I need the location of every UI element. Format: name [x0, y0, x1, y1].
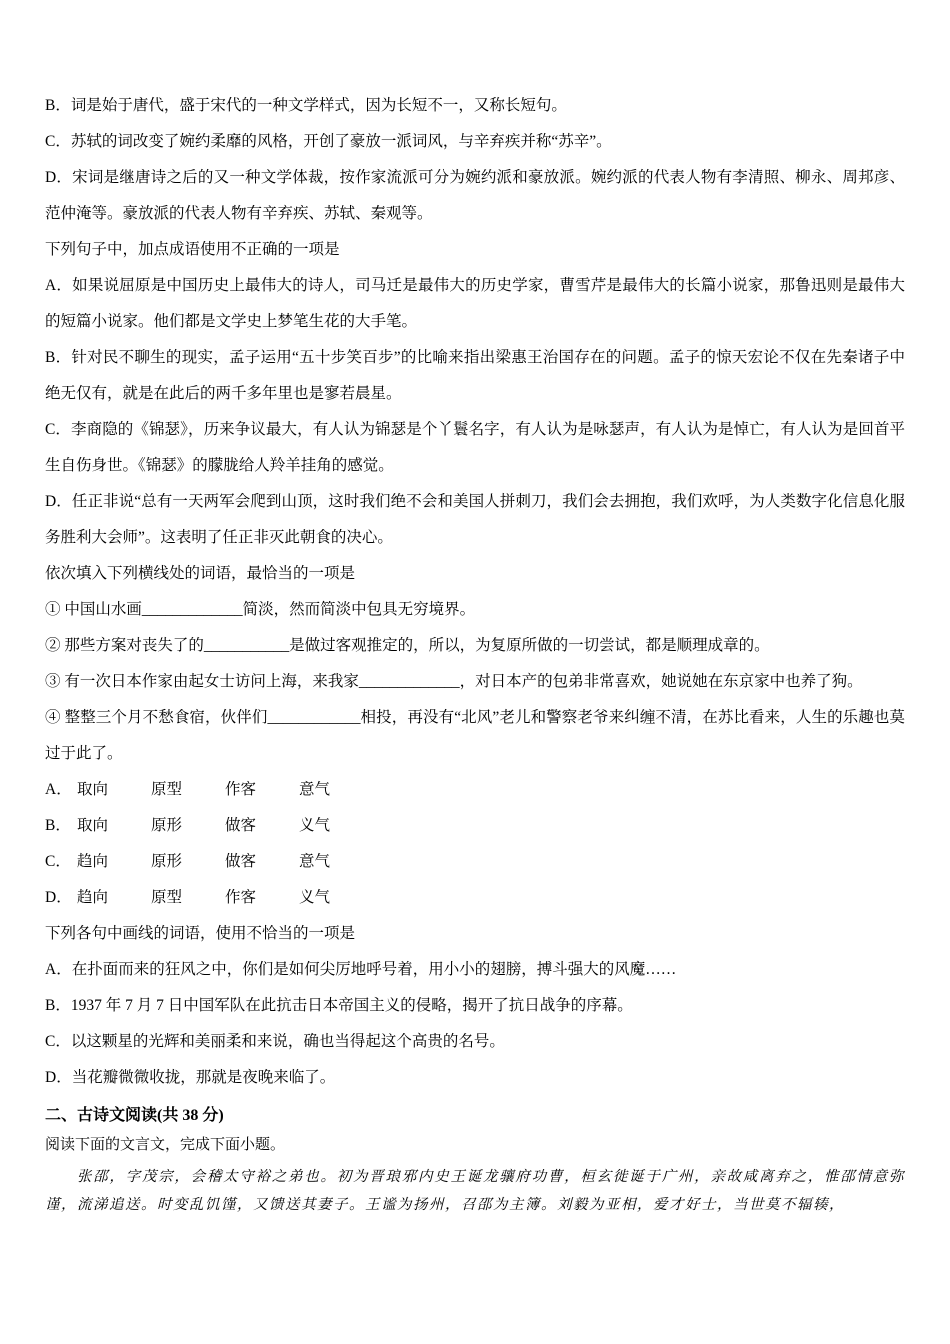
instruction-line: 阅读下面的文言文，完成下面小题。: [45, 1137, 286, 1153]
word-choice: 做客: [225, 817, 257, 834]
word-choice: 意气: [299, 781, 331, 798]
word-choice: 义气: [299, 817, 331, 834]
word-choice: 原形: [151, 817, 183, 834]
word-choice: 义气: [299, 889, 331, 906]
word-choice-row: [45, 808, 905, 844]
question-stem: 下列句子中，加点成语使用不正确的一项是: [45, 241, 340, 258]
word-choice: 原型: [151, 781, 183, 798]
word-choice: 原形: [151, 853, 183, 870]
option-line: C．苏轼的词改变了婉约柔靡的风格，开创了豪放一派词风，与辛弃疾并称“苏辛”。: [45, 133, 612, 150]
option-line: B．词是始于唐代，盛于宋代的一种文学样式，因为长短不一，又称长短句。: [45, 97, 567, 114]
word-choice: 原型: [151, 889, 183, 906]
option-letter: A．: [45, 781, 72, 798]
option-line: D．任正非说“总有一天两军会爬到山顶，这时我们绝不会和美国人拼刺刀，我们会去拥抱，我们欢呼，为人类数字化信息化服务胜利大会师”。这表明了任正非灭此朝食的决心。: [45, 493, 905, 546]
option-line: B．1937 年 7 月 7 日中国军队在此抗击日本帝国主义的侵略，揭开了抗日战争的序幕。: [45, 997, 633, 1014]
word-choice: 意气: [299, 853, 331, 870]
word-choice-row: [45, 772, 905, 808]
word-choice: 取向: [77, 817, 109, 834]
option-letter: D．: [45, 889, 72, 906]
option-line: ④ 整整三个月不愁食宿，伙伴们____________相投，再没有“北风”老儿和警察老爷来纠缠不清，在苏比看来，人生的乐趣也莫过于此了。: [45, 709, 905, 762]
option-line: D．当花瓣微微收拢，那就是夜晚来临了。: [45, 1069, 336, 1086]
option-line: ② 那些方案对丧失了的___________是做过客观推定的，所以，为复原所做的一切尝试，都是顺理成章的。: [45, 637, 770, 654]
question-stem: 下列各句中画线的词语，使用不恰当的一项是: [45, 925, 356, 942]
option-line: C．李商隐的《锦瑟》，历来争议最大，有人认为锦瑟是个丫鬟名字，有人认为是咏瑟声，有人认为是悼亡，有人认为是回首平生自伤身世。《锦瑟》的朦胧给人羚羊挂角的感觉。: [45, 421, 905, 474]
word-choice: 趋向: [77, 889, 109, 906]
word-choice-row: [45, 880, 905, 916]
option-line: D．宋词是继唐诗之后的又一种文学体裁，按作家流派可分为婉约派和豪放派。婉约派的代表人物有李清照、柳永、周邦彦、范仲淹等。豪放派的代表人物有辛弃疾、苏轼、秦观等。: [45, 169, 905, 222]
option-line: A．在扑面而来的狂风之中，你们是如何尖厉地呼号着，用小小的翅膀，搏斗强大的风魔……: [45, 961, 677, 978]
option-line: ③ 有一次日本作家由起女士访问上海，来我家_____________，对日本产的包弟非常喜欢，她说她在东京家中也养了狗。: [45, 673, 863, 690]
word-choice: 趋向: [77, 853, 109, 870]
option-letter: B．: [45, 817, 71, 834]
word-choice-row: [45, 844, 905, 880]
option-letter: C．: [45, 853, 71, 870]
document-content: [45, 88, 905, 1219]
option-line: C．以这颗星的光辉和美丽柔和来说，确也当得起这个高贵的名号。: [45, 1033, 505, 1050]
option-line: A．如果说屈原是中国历史上最伟大的诗人，司马迁是最伟大的历史学家，曹雪芹是最伟大的长篇小说家，那鲁迅则是最伟大的短篇小说家。他们都是文学史上梦笔生花的大手笔。: [45, 277, 905, 330]
word-choice: 取向: [77, 781, 109, 798]
word-choice: 做客: [225, 853, 257, 870]
word-choice: 作客: [225, 889, 257, 906]
classical-passage: 张邵，字茂宗，会稽太守裕之弟也。初为晋琅邪内史王诞龙骧府功曹，桓玄徙诞于广州，亲故咸离弃之，惟邵情意弥谨，流涕追送。时变乱饥馑，又馈送其妻子。王谧为扬州，召邵为主簿。刘毅为亚相，爱才好士，当世莫不辐辏，: [45, 1169, 905, 1213]
section-heading: 二、古诗文阅读(共 38 分): [45, 1107, 224, 1124]
word-choice: 作客: [225, 781, 257, 798]
option-line: ① 中国山水画_____________简淡，然而简淡中包具无穷境界。: [45, 601, 476, 618]
option-line: B．针对民不聊生的现实，孟子运用“五十步笑百步”的比喻来指出梁惠王治国存在的问题。孟子的惊天宏论不仅在先秦诸子中绝无仅有，就是在此后的两千多年里也是寥若晨星。: [45, 349, 905, 402]
question-stem: 依次填入下列横线处的词语，最恰当的一项是: [45, 565, 356, 582]
